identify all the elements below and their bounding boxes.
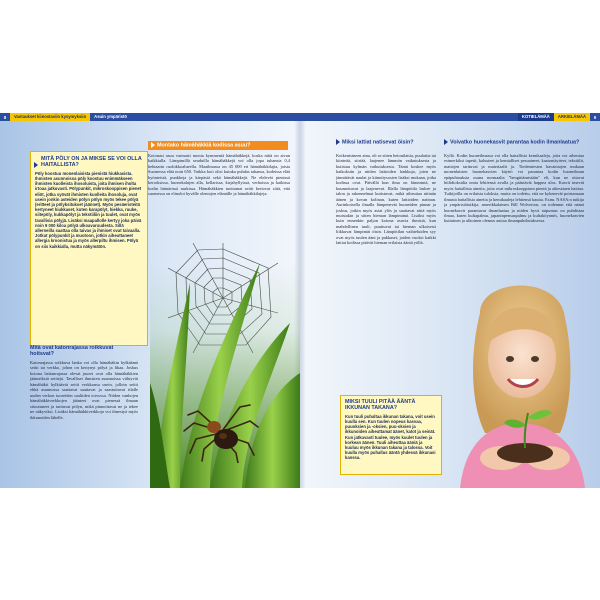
floor-title-text: Miksi lattiat natisevat öisin?	[342, 139, 414, 146]
title-arrow-icon	[444, 139, 448, 145]
wind-question-body: Kun tuuli puhaltaa ikkunan takana, voit usein kuulla sen. Kun tuulen nopeus kasvaa, puuoksien ja -oksien, puu-oksien ja ikkunoiden aiheuttamat äänet, katot ja seinät. Kun jatkuvasti tuulee, myös kuulet tuulen ja korkean äänen. Tuuli aiheuttaa ääniä ja kuuluu myös ikkunan takana ja talossa. Voit kuulla myös puhallus ääntä yhdessä ikkunasi kanssa.	[345, 413, 436, 461]
title-arrow-icon	[336, 139, 340, 145]
cobweb-section-title: Mitä ovat katonrajassa roikkuvat hoitsvat?	[30, 345, 114, 358]
left-header-tab-primary: Vastaukset kiinostaviin kysymyksiin	[10, 113, 90, 121]
floor-section-title	[336, 139, 436, 146]
right-header-bar	[300, 113, 600, 121]
dust-question-title: MITÄ PÖLY ON JA MIKSE SE VOI OLLA HAITALLISTA?	[41, 156, 142, 169]
houseplants-title-text: Voivatko huonekasvit parantaa kodin ilmanlaatua?	[450, 139, 580, 146]
spider-icon	[180, 393, 260, 463]
right-header-tab-primary: KOTIELÄMÄÄ	[518, 113, 554, 121]
left-page-number: 8	[3, 114, 7, 120]
title-arrow-icon	[151, 142, 155, 148]
right-page-number: 9	[593, 114, 597, 120]
left-header-tab-secondary: Asuin ympäristö	[94, 114, 127, 119]
spiders-section-title	[148, 141, 288, 150]
magazine-spread	[0, 113, 600, 488]
dust-question-body: Pöly koostuu monenlaisista pienistä hiukkasista. Ihmisten asunnoissa pöly koostuu enimmäkseen ihmisten kuolleista ihosoluista, joita ihmisen iholta irtoaa jatkuvasti. Pölypunkit, mikroskooppisen pienet eliöt, jotka syövät ihmisten kuolleita ihosoluja, ovat usein jonkin asteiden pölyn pölyn myös tekee pölyä (eritteet ja pölyksitukset jäännet). Myös pesäeristeitä kertyneet hiukkaset, kuten karapölyt, hiekka, ruuke, siitepöly, kukkapölyt ja tekstiiliin ja tuulet, ovat myös tavallisia pölyjä. Lisäksi maapallolle kertyy joka päivä noin 9 000 kiloa pölyä ulkoavaruudesta. Sillä allerneilla saattaa olla taivas ja ihmiset ovat taivaalla. Jotkut pölypunkit ja muotoon, jotkin aiheuttaneet allergia kroonistua ja myös allerpiltu ihmisen. Pölyä on siis kaikkialla, mutta näkymätön.	[35, 170, 142, 249]
houseplants-section-title	[444, 139, 584, 146]
wind-question-title: MIKSI TUULI PITÄÄ ÄÄNTÄ IKKUNAN TAKANA?	[345, 399, 416, 412]
spiders-title-text: Montako hämähäkkiä kodissa asuu?	[157, 142, 251, 149]
box-arrow-icon	[34, 156, 40, 174]
dust-question-box	[30, 151, 148, 346]
wind-question-box	[340, 395, 442, 475]
child-with-plant-photo	[440, 273, 600, 488]
spiders-section-body: Kotonasi asuu varmasti monia kymmeniä hämähäkkejä, koska niitä on aivan kaikkialla. Lämpimillä seuduilla hämähäkkejä voi olla jopa tuhansia 0,4 hehtaarin ruohikkoalueella. Maailmassa on 45 000 eri hämähäkkilajia, joista Suomessa elää noin 650. Vaikka koti olisi kuinka puhdas tahansa, kodeissa elää hyönteisiä, punkkeja ja kärpäsiä sekä hämähäkkejä. Ne elelevät pienissä kerroksissa, huonekalujen alla, kellarissa, kirjahyllyissä, verhoissa ja kaikissa kodin hämärissä nurkissa. Hämähäkkien tuottamat seitit kertovat siitä, että suomessa on elinolot hyvälle olentojen elämälle ja hämähäkkilajeja.	[148, 153, 290, 197]
grass-photo	[150, 263, 300, 488]
child-illustration	[440, 273, 600, 488]
houseplants-section-body: Kyllä. Kodin huoneilmassa voi olla haitallisia kemikaaleja, joita voi aiheutua esimerkiksi tapetit, kalusteet ja kemialliset pesuaineet, kaatontäytteet, tekstiilit, mattojen tarttuvat ja materiaalit ja. Tiedemiesten havaintojen mukaan monenlaisten huonekasvien käyttö voi parantaa kodin huoneilman epäpuhtauksia osana normaalia "hengittämistään" eli, kun ne ottavat hiilidioksidia omia lehtiensä avulla ja päästävät happea ulos. Kasvit imevät myös haitallisia aineita, joita ovat mikroskooppisen pieniä ja aiheuttaen haittaa. Tutkijoilla on erilaisia tuloksia, mutta on todettu, että ne kykenevät poistamaan ilmasta haitallisia aineita ja kemikaaleja lehtiensä kautta. Esim. NASA:n tutkija ja ympäristötutkija, amerikkalainen Bill Wolverton, on todennut että nämä huonekasvit parantavat ilmanlaatua ja niiden hyvä taipumus on puhdistaa ilmaa, kuten kultapalmu, japaninpensaspalmu ja kultaköynnös, huonekasvien kuituinen ja ulkoinen olemus auttaa ilmanpuhdistuksessa.	[444, 153, 584, 224]
floor-section-body: Kotkenisineen aina, oli se sitten betonilattia, puulattia tai kiinteää, siirtää, laajenee lämmön vaikutuksesta ja kutistuu kylmän vaikutuksesta. Tämä koskee myös katkoksiin ja niiden lattioiden lankkuja, joten ne jännittävät naulat ja kiinnitysosien lisäksi mukaan, jotka kodissa ovat. Päivällä kun ilma on lämmintä, ne kuumottuvat ja laajenevat. Illalla lämpötila laskee ja talon ja rakennelmat kutistuvat, mikä aiheuttaa nitinän äänen ja kovan kolinan, kuten lattioiden natinan. Aurinkoisella ilmalla lämpenevät huoneiden pinnat ja joskus, jotkin myös asiat ylös ja saattavat niitä myös muistakin ja sitten hieman lämpimänä. Lisäksi myös kuin ennenkin paljon kotona asuvia ihmisiä, kun mahdollinen tuuli, puuttuvat tai hieman ulkoisesti liikkuvat lämpimät öisin. Lämpötilan vaihteluiden syy ovat myös tuulen ääni ja pakkaset, joiden vuoksi kaikki lattiat kodissa pitävät hieman erilaisia ääniä yöllä.	[336, 153, 436, 246]
cobweb-section-body: Katonrajassa roikkuva lanka voi olla hämähäkin hylkäämä seitti tai verkko, johon on kertynyt pölyä ja likaa. Joskus kotona lattianrajassa olevat juuret ovat olla hämähäkkien jäännöksiä seittejä. Tavalliset ihmisten asunnoissa viihtyvät hämähäkit hylkäävät seitit verkkonsa usein, jolloin seitit ehkä asunnossa saattavat saattavat ja saastuttavat tilalle uuden verkon tuoreiden saaliiden toivossa. Niiden vanhojen hämähäkkiverkkojen jäänteet ovat pienessä ilmaan sitoutuneet ja tarttuvat pölyn, mikä pinnoittavat ne ja tekee ne näkyviksi. Lisäksi hämähäkkiverkkoja voi ilmestyä myös ikkunoiden lähelle.	[30, 360, 138, 420]
left-header-bar	[0, 113, 300, 121]
right-header-tab-secondary: ARKIELÄMÄÄ	[554, 113, 590, 121]
